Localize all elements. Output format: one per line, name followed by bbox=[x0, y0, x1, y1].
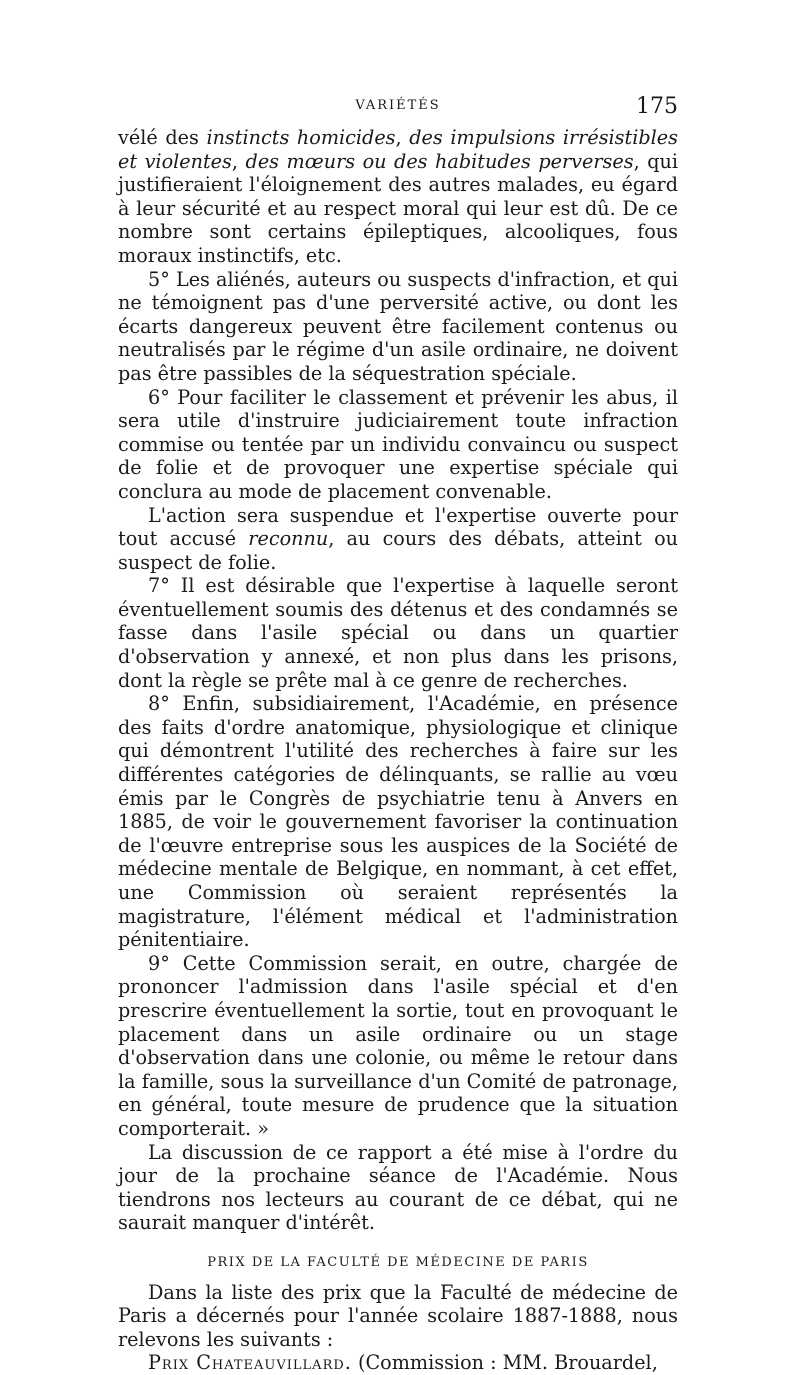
prize-name: Prix Chateauvillard. bbox=[148, 1351, 352, 1375]
text-run: vélé des bbox=[118, 126, 207, 149]
text-run: , bbox=[231, 149, 246, 173]
text-run: (Commission : MM. Brouardel, bbox=[351, 1351, 658, 1375]
paragraph-prize-entry bbox=[118, 1351, 678, 1375]
italic-phrase: des mœurs ou des habitudes perverses bbox=[245, 149, 634, 173]
page-number: 175 bbox=[636, 94, 678, 119]
italic-phrase: des impulsions irrésistibles et violentes bbox=[118, 126, 678, 173]
italic-phrase: instincts homicides bbox=[206, 126, 396, 149]
text-run: , qui justifieraient l'éloignement des autres malades, eu égard à leur sécurité et au respect moral qui leur est dû. De ce nombre sont certains épileptiques, alcooliques, fous moraux instinctifs, etc. bbox=[118, 149, 678, 267]
text-run: L'action sera suspendue et l'expertise ouverte pour tout accusé bbox=[118, 503, 678, 551]
paragraph-prize-list: Dans la liste des prix que la Faculté de médecine de Paris a décernés pour l'année scolaire 1887-1888, nous relevons les suivants : bbox=[118, 1280, 678, 1351]
paragraph-item-5: 5° Les aliénés, auteurs ou suspects d'infraction, et qui ne témoignent pas d'une perversité active, ou dont les écarts dangereux peuvent être facilement contenus ou neutralisés par le régime d'un asile ordinaire, ne doivent pas être passibles de la séquestration spéciale. bbox=[118, 267, 678, 385]
page-header bbox=[118, 94, 678, 124]
page-body bbox=[118, 126, 678, 1375]
paragraph-continuation bbox=[118, 126, 678, 268]
paragraph-item-8: 8° Enfin, subsidiairement, l'Académie, en présence des faits d'ordre anatomique, physiologique et clinique qui démontrent l'utilité des recherches à faire sur les différentes catégories de délinquants, se rallie au vœu émis par le Congrès de psychiatrie tenu à Anvers en 1885, de voir le gouvernement favoriser la continuation de l'œuvre entreprise sous les auspices de la Société de médecine mentale de Belgique, en nommant, à cet effet, une Commission où seraient représentés la magistrature, l'élément médical et l'administration pénitentiaire. bbox=[118, 692, 678, 952]
paragraph-item-9: 9° Cette Commission serait, en outre, chargée de prononcer l'admission dans l'asile spécial et d'en prescrire éventuellement la sortie, tout en provoquant le placement dans un asile ordinaire ou un stage d'observation dans une colonie, ou même le retour dans la famille, sous la surveillance d'un Comité de patronage, en général, toute mesure de prudence que la situation comporterait. » bbox=[118, 951, 678, 1140]
running-title: VARIÉTÉS bbox=[355, 98, 441, 113]
text-run: , bbox=[395, 126, 410, 149]
paragraph-item-7: 7° Il est désirable que l'expertise à laquelle seront éventuellement soumis des détenus et des condamnés se fasse dans l'asile spécial ou dans un quartier d'observation y annexé, et non plus dans les prisons, dont la règle se prête mal à ce genre de recherches. bbox=[118, 574, 678, 692]
italic-word: reconnu bbox=[248, 527, 329, 551]
text-run: , au cours des débats, atteint ou suspect de folie. bbox=[118, 527, 678, 574]
paragraph-discussion: La discussion de ce rapport a été mise à l'ordre du jour de la prochaine séance de l'Académie. Nous tiendrons nos lecteurs au courant de ce débat, qui ne saurait manquer d'intérêt. bbox=[118, 1140, 678, 1235]
section-heading: PRIX DE LA FACULTÉ DE MÉDECINE DE PARIS bbox=[207, 1254, 589, 1270]
paragraph-action bbox=[118, 504, 678, 575]
paragraph-item-6: 6° Pour faciliter le classement et prévenir les abus, il sera utile d'instruire judiciairement toute infraction commise ou tentée par un individu convaincu ou suspect de folie et de provoquer une expertise spéciale qui conclura au mode de placement convenable. bbox=[118, 385, 678, 503]
